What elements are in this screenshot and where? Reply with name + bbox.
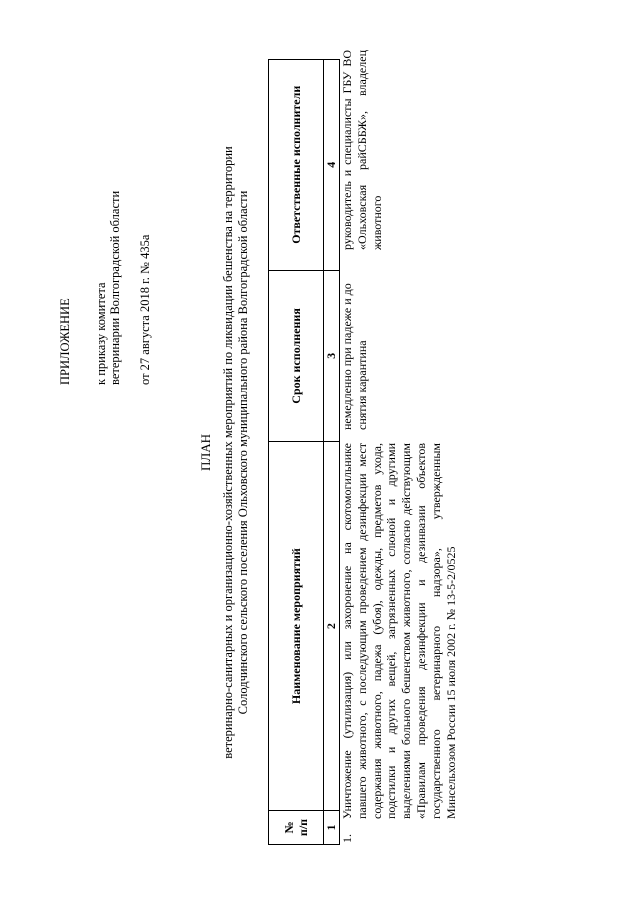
approval-line-2: ветеринарии Волгоградской области (108, 190, 122, 385)
column-number-4: 4 (324, 60, 340, 271)
row-number: 1. (340, 834, 354, 843)
row-executors: руководитель и специалисты ГБУ ВО «Ольховская райСББЖ», владелец животного (340, 50, 384, 250)
header-number: № п/п (269, 810, 324, 844)
plan-table (268, 59, 340, 845)
column-number-2: 2 (324, 442, 340, 811)
header-executors: Ответственные исполнители (269, 60, 324, 271)
plan-subtitle-line-1: ветеринарно-санитарных и организационно-хозяйственных мероприятий по ликвидации бешенства на территории (221, 146, 235, 759)
header-action: Наименование мероприятий (269, 442, 324, 811)
table-header-row (269, 60, 324, 845)
header-term: Срок исполнения (269, 270, 324, 442)
plan-title: ПЛАН (198, 434, 213, 471)
column-number-1: 1 (324, 810, 340, 844)
column-number-3: 3 (324, 270, 340, 442)
approval-date: от 27 августа 2018 г. № 435а (138, 234, 152, 385)
plan-subtitle-line-2: Солодчинского сельского поселения Ольховского муниципального района Волгоградской области (236, 190, 250, 715)
table-column-numbers-row (324, 60, 340, 845)
row-action: Уничтожение (утилизация) или захоронение на скотомогильнике павшего животного, с последующим проведением дезинфекции мест содержания животного, падежа (убоя), одежды, предметов ухода, подстилки и других вещей, загрязненных слюной и другими выделениями больного бешенством животного, согласно действующим «Правилам проведения дезинфекции и дезинвазии объектов государственного ветеринарного надзора», утвержденным Минсельхозом России 15 июля 2002 г. № 13-5-2/0525 (340, 443, 458, 819)
row-term: немедленно при падеже и до снятия карантина (340, 283, 369, 430)
appendix-heading: ПРИЛОЖЕНИЕ (58, 298, 72, 385)
approval-line-1: к приказу комитета (94, 282, 108, 385)
